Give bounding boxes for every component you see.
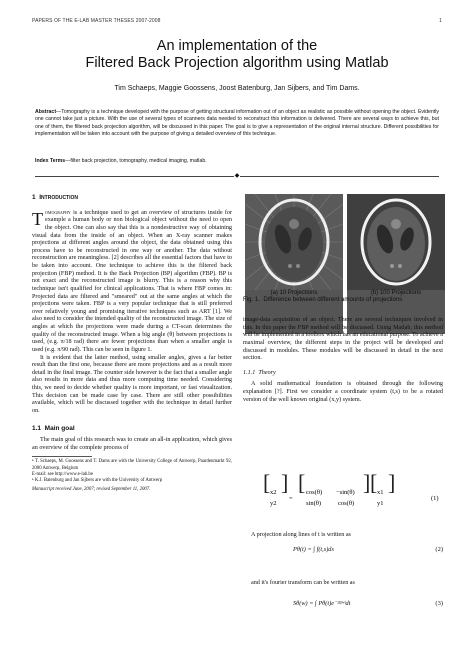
paper-title xyxy=(0,38,474,72)
index-terms-text: —filter back projection, tomography, medical imaging, matlab. xyxy=(65,158,207,164)
diamond-icon: ◆ xyxy=(234,173,240,179)
abstract xyxy=(35,109,439,138)
svg-text:=: = xyxy=(289,495,293,502)
subsubsection-heading: 1.1.1 Theory xyxy=(243,369,276,376)
theory-paragraph: A solid mathematical foundation is obtained through the following explanation [?]. First we consider a coordinate system (t,s) to be a rotated version of the well known original (x,y) system. xyxy=(243,381,443,403)
footnote: • T. Schaeps, M. Goossens and T. Dams are with the University College of Antwerp, Paardenmarkt 92, 2000 Antwerp, Belgium xyxy=(32,459,233,471)
title-line-2: Filtered Back Projection algorithm using Matlab xyxy=(85,55,389,71)
footnote: E-mail: see http://www.e-lab.be xyxy=(32,471,93,477)
svg-text:[: [ xyxy=(370,470,378,495)
index-terms-label: Index Terms xyxy=(35,158,66,164)
svg-text:]: ] xyxy=(388,470,396,495)
projection-text: A projection along lines of t is written as xyxy=(251,532,351,538)
manuscript-note: Manuscript received June, 2007; revised September 11, 2007. xyxy=(32,486,151,492)
left-column xyxy=(32,194,232,493)
svg-text:cos(θ): cos(θ) xyxy=(338,500,355,507)
header-page-number: 1 xyxy=(439,18,442,24)
svg-text:−sin(θ): −sin(θ) xyxy=(336,489,355,496)
reconstruction-10-projections-image xyxy=(245,194,343,334)
author-list: Tim Schaeps, Maggie Goossens, Joost Batenburg, Jan Sijbers, and Tim Dams. xyxy=(114,85,360,92)
footnotes xyxy=(32,459,232,484)
header-journal: PAPERS OF THE E-LAB MASTER THESES 2007-2008 xyxy=(32,18,161,24)
caption-b: (b) 100 Projections xyxy=(370,290,422,296)
abstract-label: Abstract xyxy=(35,109,57,115)
svg-text:]: ] xyxy=(281,470,289,495)
intro-paragraph-2: It is evident that the latter method, using smaller angles, gives a far better result than the first one, because there are more projections and as a result more detail in the final image. The counter side however is the fact that a smaller angle also results in more data and thus more computing time needed. Considering this, we need to decide whether quality is more important, or fast visualization. This decision can be made case by case. There are still other possibilities available, which will be discussed together with the technique in detail further on. xyxy=(32,354,232,414)
fourier-text: and it's fourier transform can be written as xyxy=(251,580,355,586)
svg-text:[: [ xyxy=(298,470,306,495)
section-heading: 1 Introduction xyxy=(32,194,78,201)
equation-number: (1) xyxy=(431,495,439,502)
main-goal-paragraph: The main goal of this research was to create an all-in application, which gives an overview of the complete process of xyxy=(32,437,232,451)
equation-number: (3) xyxy=(435,600,443,607)
svg-text:]: ] xyxy=(363,470,371,495)
index-terms xyxy=(35,158,439,164)
right-column xyxy=(243,317,443,404)
svg-text:[: [ xyxy=(263,470,271,495)
footnote: • K.J. Batenburg and Jan Sijbers are with the University of Antwerp xyxy=(32,478,163,484)
subsection-heading: 1.1 Main goal xyxy=(32,424,75,432)
svg-text:x1: x1 xyxy=(377,489,384,496)
title-line-1: An implementation of the xyxy=(156,38,318,54)
intro-paragraph-1: Tomography is a technique used to get an overview of structures inside for example a human body or non biological object without the need to open the object. One can also say that this is a nondestructive way of obtaining visual data from the inside of an object. When an X-ray scanner makes projections at different angles around the object, the data obtained using this process have to be reconstructed in one way or another. The data without reconstruction are meaningless. [2] describes all the essential factors that have to be taken into account. One technique to achieve this is the filtered back projection (FBP) method. It is the Back Projection (BP) algorithm (FBP). BP is not exact and the reconstructed image is blurry. This is a reason why this technique isn't qualified for clinical applications. That is where FBP comes in: Projected data are filtered and "smeared" out at the same angles at which the projections were taken. FBP is a very popular technique that is still preferred over relatively young and promising iterative techniques such as ART [1]. We also need to consider the intended quality of the reconstructed image. The size of angles at which the projections were made during a CT-scan determines the quality of the reconstructed image. When a big angle (θ) between projections is used, (e.g. π/18 rad) there are fewer projections than when a smaller angle is used (e.g. π/90 rad). This can be seen in figure 1. xyxy=(32,208,232,353)
running-header xyxy=(32,18,442,24)
figure-caption: Fig. 1. Difference between different amounts of projections xyxy=(243,296,403,303)
svg-text:x2: x2 xyxy=(270,489,277,496)
equation-1 xyxy=(243,470,443,512)
section-divider xyxy=(35,173,439,179)
svg-text:cos(θ): cos(θ) xyxy=(306,489,323,496)
svg-text:y2: y2 xyxy=(270,500,277,507)
drop-cap: T xyxy=(32,208,43,229)
reconstruction-100-projections-image xyxy=(347,194,445,334)
caption-a: (a) 10 Projections xyxy=(270,290,318,296)
equation-number: (2) xyxy=(435,546,443,553)
abstract-text: —Tomography is a technique developed with the purpose of getting structural information out of an object as realistic as possible without opening the object. Evidently one cannot take just a picture. With the use of several types of scanners data needed to reconstruct this information is delivered. There are several ways to achieve this, but one of them, the filtered back projection algorithm, will be discussed in this paper. The goal is to give a representation of the original internal structure. Different possibilities for implementation will be taken into account with the purpose of giving a detailed overview of this technique. xyxy=(35,109,439,137)
svg-text:sin(θ): sin(θ) xyxy=(306,500,322,507)
right-paragraph-1: image-data acquisition of an object. There are several techniques involved in this. In this paper the FBP method will be discussed. Using Matlab, this method will be implemented in a toolbox which has an educational purpose. To achieve a maximal overview, the different steps in the project will be developed and discussed in modules. These modules will be discussed in detail in the next section. xyxy=(243,317,443,362)
svg-text:y1: y1 xyxy=(377,500,384,507)
